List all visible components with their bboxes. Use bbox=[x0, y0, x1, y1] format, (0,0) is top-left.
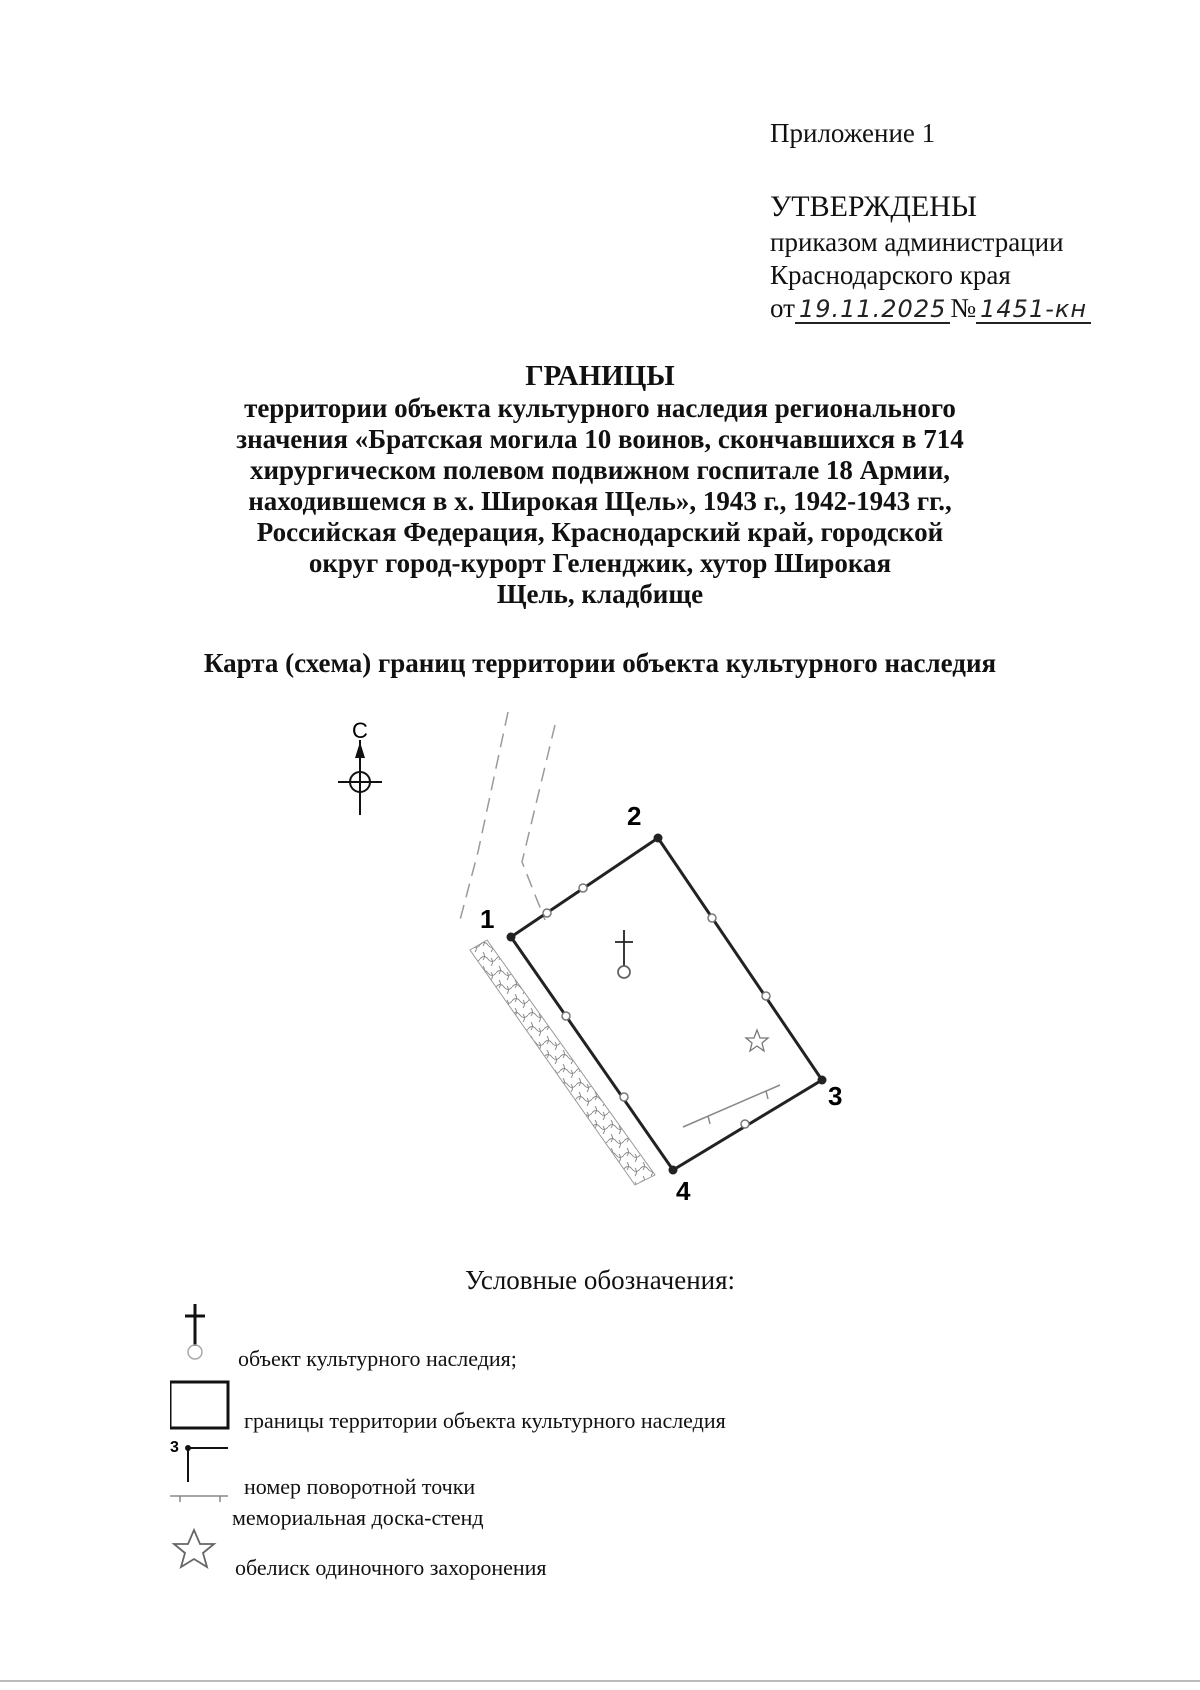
turning-point-1 bbox=[507, 933, 516, 942]
turning-point-2 bbox=[654, 834, 663, 843]
subtitle-line: Российская Федерация, Краснодарский край, городской bbox=[256, 517, 944, 547]
heritage-object-icon bbox=[185, 1304, 205, 1359]
scan-edge-line bbox=[0, 1680, 1200, 1682]
number-prefix: № bbox=[950, 293, 977, 323]
handwritten-date: 19.11.2025 bbox=[795, 296, 950, 324]
date-prefix: от bbox=[770, 293, 795, 323]
turning-point-4 bbox=[669, 1166, 678, 1175]
subtitle-line: территории объекта культурного наследия регионального bbox=[244, 393, 956, 423]
order-date-line bbox=[770, 292, 1091, 325]
road-lines bbox=[460, 712, 555, 920]
document-subtitle bbox=[0, 393, 1200, 610]
order-line-2: Краснодарского края bbox=[770, 260, 1011, 290]
turning-point-icon bbox=[170, 1439, 228, 1482]
legend-text-memorial-board: мемориальная доска-стенд bbox=[232, 1505, 484, 1530]
boundary-polygon bbox=[511, 838, 822, 1170]
subtitle-line: округ город-курорт Геленджик, хутор Широкая bbox=[308, 548, 892, 578]
boundary-rectangle-icon bbox=[170, 1382, 228, 1428]
turning-point-3 bbox=[818, 1076, 827, 1085]
document-title: ГРАНИЦЫ bbox=[525, 360, 675, 392]
north-label: С bbox=[352, 718, 368, 743]
subtitle-line: хирургическом полевом подвижном госпитале 18 Армии, bbox=[249, 455, 951, 485]
legend-title: Условные обозначения: bbox=[464, 1265, 736, 1295]
point-label-1: 1 bbox=[480, 904, 495, 934]
heritage-object-icon bbox=[615, 930, 633, 978]
appendix-label: Приложение 1 bbox=[770, 118, 936, 148]
approved-label: УТВЕРЖДЕНЫ bbox=[770, 190, 978, 223]
point-label-3: 3 bbox=[828, 1081, 843, 1111]
order-line-1: приказом администрации bbox=[770, 227, 1064, 257]
star-icon bbox=[174, 1530, 214, 1567]
subtitle-line: находившемся в х. Широкая Щель», 1943 г., 1942-1943 гг., bbox=[248, 486, 952, 516]
legend-text-turning-point: номер поворотной точки bbox=[244, 1474, 476, 1499]
legend-icons bbox=[170, 1302, 240, 1602]
legend-text-boundary: границы территории объекта культурного наследия bbox=[244, 1408, 726, 1433]
map-caption: Карта (схема) границ территории объекта культурного наследия bbox=[203, 648, 997, 678]
point-label-4: 4 bbox=[676, 1176, 691, 1206]
svg-text:3: 3 bbox=[170, 1439, 179, 1456]
subtitle-line: Щель, кладбище bbox=[496, 579, 704, 609]
obelisk-star-icon bbox=[746, 1030, 768, 1051]
memorial-board-icon bbox=[683, 1085, 780, 1127]
point-label-2: 2 bbox=[627, 801, 642, 831]
boundary-map bbox=[0, 690, 1200, 1230]
legend-text-heritage: объект культурного наследия; bbox=[238, 1346, 517, 1371]
legend-text-star: обелиск одиночного захоронения bbox=[235, 1555, 547, 1580]
north-arrow-icon bbox=[338, 740, 382, 815]
memorial-board-icon bbox=[170, 1496, 228, 1502]
handwritten-number: 1451-кн bbox=[976, 296, 1091, 324]
subtitle-line: значения «Братская могила 10 воинов, скончавшихся в 714 bbox=[236, 424, 964, 454]
